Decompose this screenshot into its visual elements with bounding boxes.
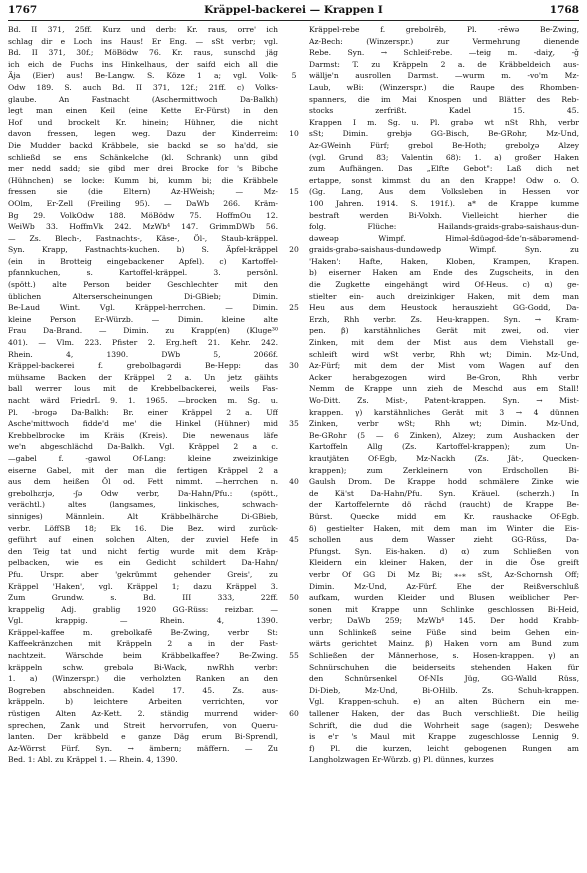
text-line: fressen sie (die Eltern) Az-HWeish; — Mz- bbox=[8, 187, 278, 197]
text-line: Be-GRohr (5 — 6 Zinken), Alzey; zum Aushacken der bbox=[309, 430, 579, 440]
line-number: 55 bbox=[289, 651, 299, 661]
text-line: is e'r 's Maul mit Krappe zugeschlosse Lennig 9. bbox=[309, 732, 579, 742]
text-line: legt man einen Keil (eine Kette Er-Fürst) in den bbox=[8, 106, 278, 116]
line-number: 15 bbox=[289, 187, 299, 197]
text-line: Kräppel-backerei f. grebolbagərdi Be-Hepp: das bbox=[8, 361, 278, 371]
text-line: Laub, wBi: (Winzerspr.) die Raupe des Rhomben- bbox=[309, 82, 579, 92]
text-line: Kräppel 'Haken', vgl. Kräppel 1; dazu Kräppel 3. bbox=[8, 581, 278, 591]
text-line: Kräppel-rebe f. grebolrēb, Pl. -rēwə Be-Zwing, bbox=[309, 25, 579, 34]
text-line: Pl. -brogə Da-Balkh: Br. einer Kräppel 2 a. Uff bbox=[8, 407, 278, 417]
text-line: Rebe. Syn. → Schleif-rebe. —teig m. -daiχ, -ǧ bbox=[309, 48, 579, 58]
text-line: spanners, die im Mai Knospen und Blätter des Reb- bbox=[309, 94, 579, 104]
text-line: Hof und brockelt Kr. hinein; Hühner, die nicht bbox=[8, 117, 278, 127]
text-line: folg. Flüche: Hailands-graids-grabə-saishaus-dun- bbox=[309, 222, 579, 232]
text-line: Pfungst. Syn. Eis-haken. d) α) zum Schließen von bbox=[309, 546, 579, 556]
text-line: (Hühnchen) se locke: Kumm bi, kumm bi; die Kräbbele bbox=[8, 175, 278, 185]
text-line: wärts gerichtet Mainz. β) Haken vorn am Bund zum bbox=[309, 639, 579, 649]
text-line: Dimin. Mz-Und, Az-Fürf. Ehe der Reißverschluß bbox=[309, 581, 579, 591]
text-line: pfannkuchen, s. Kartoffel-kräppel. 3. persönl. bbox=[8, 268, 278, 278]
line-number: 50 bbox=[289, 593, 299, 603]
text-line: Kaffeekränzchen mit Kräppeln 2 a in der Fast- bbox=[8, 639, 278, 649]
line-number: 45 bbox=[289, 535, 299, 545]
text-line: krappelig Adj. grablig 1920 GG-Rüss: reizbar. — bbox=[8, 604, 278, 614]
text-line: Bd. II 371, 30f.; MöBödw 76. Kr. raus, sunschd jäg bbox=[8, 48, 278, 58]
text-line: Rhein. 4, 1390. DWb 5, 2066f. bbox=[8, 349, 278, 359]
line-number: 25 bbox=[289, 303, 299, 313]
text-line: pelbacken, wie es ein Gedicht schildert Da-Hahn/ bbox=[8, 558, 278, 568]
text-line: δ) gestielter Haken, mit dem man im Winter die Eis- bbox=[309, 523, 579, 533]
text-line: Di-Dieb, Mz-Und, Bi-OHilb. Zs. Schuh-krappen. bbox=[309, 685, 579, 695]
text-line: den Teig tat und nicht fertig wurde mit dem Kräp- bbox=[8, 546, 278, 556]
text-line: Heu aus dem Heustock herauszieht GG-Godd, Da- bbox=[309, 303, 579, 313]
text-line: Frau Da-Brand. — Dimin. zu Krapp(en) (Kluge³⁰ bbox=[8, 326, 278, 336]
text-line: (ein in Brotteig eingebackener Apfel). c) Kartoffel- bbox=[8, 256, 278, 266]
text-line: unn Schlinkeß seine Füße sind beim Gehen ein- bbox=[309, 627, 579, 637]
text-line: Äja (Eier) aus! Be-Langw. S. Köze 1 a; vgl. Volk- bbox=[8, 71, 278, 81]
text-line: Schrift, die dud die Wohrheit sage (sagen); Deswehe bbox=[309, 720, 579, 730]
text-line: Schnürschuhen die beiderseits stehenden Haken für bbox=[309, 662, 579, 672]
text-line: Az-Fürf; mit dem der Mist vom Wagen auf den bbox=[309, 361, 579, 371]
text-line: Pfu. Urspr. aber 'gekrümmt gehender Greis', zu bbox=[8, 569, 278, 579]
text-line: mühsame Backen der Kräppel 2 a. Un jetz gäihts bbox=[8, 372, 278, 382]
text-line: Gaulsh Drom. De Krappe hodd schmälere Zinke wie bbox=[309, 477, 579, 487]
line-number: 30 bbox=[289, 361, 299, 371]
text-line: pen. β) karstähnliches Gerät mit zwei, od. vier bbox=[309, 326, 579, 336]
text-line: Darmst: T. zu Kräppeln 2 a. de Kräbbeldeich aus- bbox=[309, 59, 579, 69]
text-line: ertappe, sonst kimmst du an den Krappe! Odw o. O. bbox=[309, 175, 579, 185]
text-line: kräppeln schw. grebələ Bi-Wack, nwRhh verbr: bbox=[8, 662, 278, 672]
text-line: verächtl.) altes (langsames, linkisches, schwach- bbox=[8, 500, 278, 510]
text-line: aufkam, wurden Kleider und Blusen weiblicher Per- bbox=[309, 593, 579, 603]
text-line: Vgl. Krappen-schuh. e) an alten Büchern ein me- bbox=[309, 697, 579, 707]
text-line: zum Aufhängen. Das „Elfte Gebot": Laß dich net bbox=[309, 164, 579, 174]
text-line: b) eiserner Haken am Ende des Zugscheits, in den bbox=[309, 268, 579, 278]
text-line: verbr; DaWb 259; MzWb⁴ 145. Der hodd Krabb- bbox=[309, 616, 579, 626]
text-line: OOlm, Er-Zell (Freiling 95). — DaWb 266. Kräm- bbox=[8, 198, 278, 208]
text-line: schließd se ens Schänkelche (kl. Schrank) unn gibd bbox=[8, 152, 278, 162]
text-line: Schließen der Männerhose, s. Hosen-krappen. γ) an bbox=[309, 651, 579, 661]
text-line: schleift wird wSt verbr, Rhh wt; Dimin. Mz-Und, bbox=[309, 349, 579, 359]
line-number: 35 bbox=[289, 419, 299, 429]
text-line: aus dem heißen Öl od. Fett nimmt. —herrchen n. bbox=[8, 477, 278, 487]
text-line: f) Pl. die kurzen, leicht gebogenen Rungen am bbox=[309, 743, 579, 753]
text-line: 401). — Vlm. 223. Pfister 2. Erg.heft 21. Kehr. 242. bbox=[8, 338, 278, 348]
header-rule bbox=[8, 20, 579, 21]
text-line: Langholzwagen Er-Würzb. g) Pl. dünnes, kurzes bbox=[309, 755, 494, 765]
text-line: Syn. Krapp, Fastnachts-kuchen. b) S. Äpfel-kräppel bbox=[8, 245, 278, 255]
right-page-number: 1768 bbox=[549, 4, 579, 16]
text-line: ich eich de Fuchs ins Hinkelhaus, der saifd eich all die bbox=[8, 59, 278, 69]
text-line: ball werrer lous mit de Krebbelbackerei, weils Fas- bbox=[8, 384, 278, 394]
text-line: Az-Bech: (Winzerspr.) zur Vermehrung dienende bbox=[309, 36, 579, 46]
line-number-gutter bbox=[282, 24, 306, 869]
text-line: Be-Laud Wint. Vgl. Kräppel-herrchen. — Dimin. bbox=[8, 303, 278, 313]
text-line: Bg 29. VolkOdw 188. MöBödw 75. HoffmOu 12. bbox=[8, 210, 278, 220]
text-line: krautjäten Of-Egb, Mz-Nackh (Zs. Jät-, Quecken- bbox=[309, 453, 579, 463]
text-line: sonen mit Krappe unn Schlinke geschlossen Bi-Heid, bbox=[309, 604, 579, 614]
text-line: lanten. Der kräbbeld e ganze Däg erum Bi-Sprendl, bbox=[8, 732, 278, 742]
text-line: Asche'mittwoch fidde'd me' die Hinkel (Hühner) mid bbox=[8, 419, 278, 429]
line-number: 20 bbox=[289, 245, 299, 255]
text-line: de Kä'st Da-Hahn/Pfu. Syn. Kräuel. (scherzh.) In bbox=[309, 488, 579, 498]
text-line: Bd. II 371, 25ff. Kurz und derb: Kr. raus, orre' ich bbox=[8, 25, 278, 34]
text-line: Az-GWeinh Fürf; grebol Be-Hoth; grebolχə Alzey bbox=[309, 140, 579, 150]
text-line: bestraft werden Bi-Volxh. Vielleicht hierher die bbox=[309, 210, 579, 220]
text-line: — Zs. Blech-, Fastnachts-, Käse-, Öl-, Staub-kräppel. bbox=[8, 233, 278, 243]
text-line: 100 Jahren. 1914. S. 191f.). a* de Krappe kumme bbox=[309, 198, 579, 208]
text-line: Wo-Ditt. Zs. Mist-, Patent-krappen. Syn. → Mist- bbox=[309, 396, 579, 405]
text-line: Krappen I m. Sg. u. Pl. grabə wt nSt Rhh, verbr bbox=[309, 117, 579, 127]
line-number: 60 bbox=[289, 709, 299, 719]
text-line: verbr. LöffSB 18; Ek 16. Die Bez. wird zurück- bbox=[8, 523, 278, 533]
text-line: mer nedd sadd; sie gibd mer drei Brocke for 's Bibche bbox=[8, 164, 278, 174]
text-line: den Schnürsenkel Of-NIs Jüg, GG-Walld Rüss, bbox=[309, 674, 579, 684]
text-line: schollen aus dem Wasser zieht GG-Rüss, Da- bbox=[309, 535, 579, 545]
line-number: 10 bbox=[289, 129, 299, 139]
text-line: Az-Wörrst Fürf. Syn. → ämbern; mäffern. — Zu bbox=[8, 743, 278, 753]
text-line: WeiWb 33. HoffmVk 242. MzWb⁴ 147. GrimmDWb 56. bbox=[8, 222, 278, 232]
text-line: Odw 189. S. auch Bd. II 371, 12f.; 21ff. c) Volks- bbox=[8, 82, 278, 92]
text-line: (vgl. Grund 83; Valentin 68): 1. a) großer Haken bbox=[309, 152, 579, 162]
text-line: rüstigen Alten Az-Kett. 2. ständig murrend wider- bbox=[8, 709, 278, 719]
text-line: Zinken, mit dem der Mist aus dem Viehstall ge- bbox=[309, 338, 579, 348]
text-line: die Zugkette eingehängt wird Of-Heus. c) α) ge- bbox=[309, 280, 579, 290]
text-line: der Kartoffelernte dö rächd (raucht) de Krappe Be- bbox=[309, 500, 579, 510]
text-line: schlag dir e Loch ins Haus! Er Eng. — sSt verbr; vgl. bbox=[8, 36, 278, 46]
line-number: 5 bbox=[291, 71, 297, 81]
left-page-number: 1767 bbox=[8, 4, 38, 16]
text-line: graids-grabə-saishaus-dundəwedp Wimpf. Syn. zu bbox=[309, 245, 579, 255]
text-line: Zinken, verbr wSt; Rhh wt; Dimin. Mz-Und, bbox=[309, 419, 579, 429]
text-line: (spött.) alte Person beider Geschlechter mit den bbox=[8, 280, 278, 290]
text-line: we'n abgeschlächd Da-Balkh. Vgl. Kräppel 2 a c. bbox=[8, 442, 278, 452]
text-line: Kräppel-kaffee m. grebolkafē Be-Zwing, verbr St: bbox=[8, 627, 278, 637]
left-column bbox=[8, 24, 278, 869]
text-line: nachtzeit. Wärschde beim Kräbbelkaffee? Be-Zwing. bbox=[8, 651, 278, 661]
text-line: (Gg. Lang, Aus dem Volksleben in Hessen vor bbox=[309, 187, 579, 197]
text-line: Erzh, Rhh verbr. Zs. Heu-krappen. Syn. → Kram- bbox=[309, 314, 579, 324]
text-line: Die Mudder backd Kräbbele, sie backd se so ha'dd, sie bbox=[8, 140, 278, 150]
text-line: nacht wärd FriedrL 9. 1. 1965. —brocken m. Sg. u. bbox=[8, 396, 278, 405]
text-line: 1. a) (Winzerspr.) die verholzten Ranken an den bbox=[8, 674, 278, 684]
text-line: Krebbelbrocke im Kräis (Kreis). Die newenaus läfe bbox=[8, 430, 278, 440]
text-line: sSt; Dimin. grebjə GG-Bisch, Be-GRohr, Mz-Und, bbox=[309, 129, 579, 139]
text-line: krappen); zum Zerkleinern von Erdschollen Bi- bbox=[309, 465, 579, 475]
text-line: sinniges) Männlein. Alt Kräbbelhärche Di-GBieb, bbox=[8, 511, 278, 521]
text-line: Vgl. krappig. — Rhein. 4, 1390. bbox=[8, 616, 278, 626]
text-line: 'Haken': Hafte, Haken, Kloben, Krampen, Krapen. bbox=[309, 256, 579, 266]
text-line: wällje'n ausrollen Darmst. —wurm m. -vo'm Mz- bbox=[309, 71, 579, 81]
line-number: 40 bbox=[289, 477, 299, 487]
text-line: Kleidern ein kleiner Haken, der in die Öse greift bbox=[309, 558, 579, 568]
text-line: sprechen, Zank und Streit hervorrufen, von Queru- bbox=[8, 720, 278, 730]
text-line: stocks zerfrißt. Kadel 15. 45. bbox=[309, 106, 579, 116]
text-line: verbr Of GG Di Mz Bi; ⁎₊⁎ sSt, Az-Schornsh Off; bbox=[309, 569, 579, 579]
text-line: —gabel f. -gawol Of-Lang: kleine zweizinkige bbox=[8, 453, 278, 463]
page-header bbox=[8, 4, 579, 18]
text-line: eiserne Gabel, mit der man die fertigen Kräppel 2 a bbox=[8, 465, 278, 475]
text-line: kräppeln. b) leichtere Arbeiten verrichten, vor bbox=[8, 697, 278, 707]
text-line: stielter ein- auch dreizinkiger Haken, mit dem man bbox=[309, 291, 579, 301]
text-line: Bed. 1: Abl. zu Kräppel 1. — Rhein. 4, 1390. bbox=[8, 755, 178, 765]
running-title: Kräppel-backerei — Krappen I bbox=[204, 4, 383, 16]
right-column bbox=[309, 24, 579, 869]
text-line: Bürst. Quecke midd em Kr. raushacke Of-Egb. bbox=[309, 511, 579, 521]
text-line: davon fressen, legen weg. Dazu der Kinderreim: bbox=[8, 129, 278, 139]
text-line: Bogreben abschneiden. Kadel 17. 45. Zs. aus- bbox=[8, 685, 278, 695]
text-line: krappen. γ) karstähnliches Gerät mit 3 → 4 dünnen bbox=[309, 407, 579, 417]
text-line: kleine Person Er-Würzb. — Dimin. kleine alte bbox=[8, 314, 278, 324]
text-line: geführt auf einen solchen Alten, der zuviel Hefe in bbox=[8, 535, 278, 545]
text-line: dəweəp Wimpf. Himəl-šdüəgod-šdeʼn-säbərəmend- bbox=[309, 233, 579, 243]
text-line: Kartoffeln Allg (Zs. Kartoffel-krappen); zum Un- bbox=[309, 442, 579, 452]
text-line: grebolhɛrjə, -ʃə Odw verbr, Da-Hahn/Pfu.: (spött., bbox=[8, 488, 278, 498]
text-line: üblichen Alterserscheinungen Di-GBieb; Dimin. bbox=[8, 291, 278, 301]
text-line: Zum Grundw. s. Bd. III 333, 22ff. bbox=[8, 593, 278, 603]
text-line: Acker herabgezogen wird Be-Gron, Rhh verbr bbox=[309, 372, 579, 382]
text-line: glaube. An Fastnacht (Aschermittwoch Da-Balkh) bbox=[8, 94, 278, 104]
text-line: Nemm de Krappe unn zieh de Meschd aus em Stall! bbox=[309, 384, 579, 394]
text-line: tallener Haken, der das Buch verschließt. Die heilig bbox=[309, 709, 579, 719]
